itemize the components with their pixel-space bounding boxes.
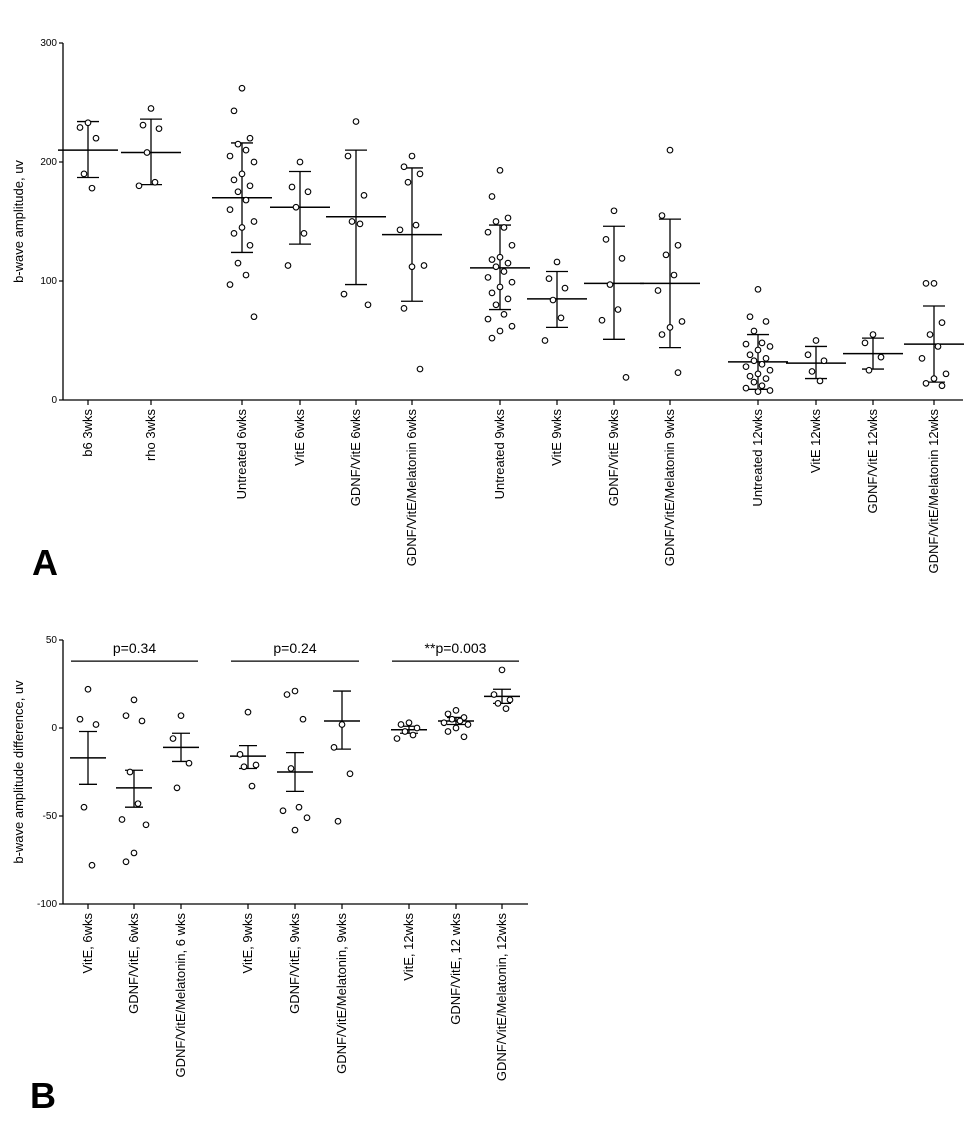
data-point [862, 340, 868, 346]
data-point [441, 720, 447, 726]
data-point [501, 312, 507, 318]
data-point [767, 344, 773, 350]
data-point [410, 732, 416, 738]
data-point [247, 183, 253, 189]
x-category-label: GDNF/VitE, 9wks [287, 913, 302, 1014]
data-point [135, 801, 141, 807]
data-point [251, 159, 257, 165]
data-point [398, 722, 404, 728]
data-point [237, 752, 243, 758]
data-point [251, 219, 257, 225]
data-point [763, 376, 769, 382]
y-tick-label: 300 [40, 38, 57, 49]
data-point [405, 179, 411, 185]
data-point [445, 729, 451, 735]
data-point [174, 785, 180, 791]
data-point [485, 275, 491, 281]
data-point [767, 367, 773, 373]
data-point [939, 320, 945, 326]
data-point [489, 290, 495, 296]
data-point [77, 716, 83, 722]
data-point [253, 762, 259, 768]
data-point [453, 725, 459, 731]
data-point [227, 153, 233, 159]
data-point [239, 171, 245, 177]
data-point [465, 722, 471, 728]
data-point [603, 237, 609, 243]
data-point [127, 769, 133, 775]
y-tick-label: 0 [51, 723, 57, 734]
data-point [499, 667, 505, 673]
data-point [304, 815, 310, 821]
data-point [152, 179, 158, 185]
data-point [493, 264, 499, 270]
data-point [509, 279, 515, 285]
data-point [81, 804, 87, 810]
y-axis-label: b-wave amplitude, uv [11, 160, 26, 283]
data-point [927, 332, 933, 338]
data-point [493, 219, 499, 225]
data-point [227, 207, 233, 213]
data-point [667, 147, 673, 153]
data-point [235, 260, 241, 266]
data-point [140, 122, 146, 128]
data-point [305, 189, 311, 195]
data-point [870, 332, 876, 338]
data-point [293, 204, 299, 210]
data-point [288, 766, 294, 772]
data-point [505, 215, 511, 221]
data-point [751, 328, 757, 334]
data-point [289, 184, 295, 190]
data-point [923, 281, 929, 287]
x-category-label: GDNF/VitE 12wks [865, 409, 880, 514]
data-point [251, 314, 257, 320]
data-point [607, 282, 613, 288]
x-category-label: GDNF/VitE/Melatonin 6wks [404, 409, 419, 567]
data-point [509, 323, 515, 329]
data-point [239, 225, 245, 231]
data-point [301, 231, 307, 237]
data-point [813, 338, 819, 344]
x-category-label: GDNF/VitE 6wks [348, 409, 363, 507]
data-point [659, 213, 665, 219]
data-point [245, 709, 251, 715]
data-point [365, 302, 371, 308]
y-tick-label: -50 [42, 811, 57, 822]
data-point [247, 243, 253, 249]
data-point [817, 378, 823, 384]
data-point [747, 373, 753, 379]
x-category-label: VitE 6wks [292, 409, 307, 466]
data-point [453, 708, 459, 714]
data-point [751, 379, 757, 385]
data-point [241, 764, 247, 770]
data-point [143, 822, 149, 828]
data-point [231, 231, 237, 237]
x-category-label: Untreated 9wks [492, 409, 507, 500]
data-point [509, 243, 515, 249]
data-point [943, 371, 949, 377]
data-point [675, 370, 681, 376]
data-point [743, 341, 749, 347]
data-point [280, 808, 286, 814]
data-point [931, 281, 937, 287]
data-point [284, 692, 290, 698]
data-point [679, 319, 685, 325]
x-category-label: GDNF/VitE/Melatonin, 12wks [494, 913, 509, 1082]
data-point [406, 720, 412, 726]
data-point [394, 736, 400, 742]
chart-b-plot [11, 635, 528, 1081]
x-category-label: VitE, 9wks [240, 913, 255, 974]
data-point [743, 385, 749, 391]
data-point [89, 862, 95, 868]
data-point [292, 688, 298, 694]
data-point [249, 783, 255, 789]
data-point [417, 366, 423, 372]
data-point [505, 296, 511, 302]
data-point [345, 153, 351, 159]
data-point [763, 319, 769, 325]
data-point [497, 284, 503, 290]
data-point [805, 352, 811, 358]
data-point [747, 352, 753, 358]
y-axis-label: b-wave amplitude difference, uv [11, 680, 26, 864]
data-point [655, 288, 661, 294]
data-point [821, 358, 827, 364]
data-point [619, 256, 625, 262]
data-point [562, 285, 568, 291]
data-point [227, 282, 233, 288]
data-point [759, 340, 765, 346]
x-category-label: VitE 12wks [808, 409, 823, 474]
data-point [485, 316, 491, 322]
data-point [397, 227, 403, 233]
data-point [402, 729, 408, 735]
y-tick-label: 200 [40, 157, 57, 168]
data-point [935, 344, 941, 350]
data-point [335, 818, 341, 824]
data-point [747, 314, 753, 320]
x-category-label: rho 3wks [143, 409, 158, 462]
data-point [297, 159, 303, 165]
data-point [667, 325, 673, 331]
data-point [131, 697, 137, 703]
data-point [349, 219, 355, 225]
data-point [331, 745, 337, 751]
x-category-label: GDNF/VitE/Melatonin, 6 wks [173, 913, 188, 1078]
data-point [763, 356, 769, 362]
p-value-label: p=0.34 [112, 640, 157, 657]
x-category-label: GDNF/VitE 9wks [606, 409, 621, 507]
data-point [119, 817, 125, 823]
data-point [353, 119, 359, 125]
data-point [542, 338, 548, 344]
x-category-label: VitE, 12wks [401, 913, 416, 981]
data-point [347, 771, 353, 777]
data-point [361, 193, 367, 199]
data-point [339, 722, 345, 728]
data-point [611, 208, 617, 214]
data-point [489, 257, 495, 263]
data-point [85, 120, 91, 126]
data-point [495, 701, 501, 707]
data-point [156, 126, 162, 132]
panel-label-a: A [32, 542, 58, 583]
y-tick-label: 0 [51, 395, 57, 406]
data-point [878, 354, 884, 360]
data-point [409, 153, 415, 159]
data-point [671, 272, 677, 278]
data-point [421, 263, 427, 269]
data-point [123, 859, 129, 865]
data-point [81, 171, 87, 177]
data-point [931, 376, 937, 382]
data-point [170, 736, 176, 742]
data-point [489, 194, 495, 200]
data-point [77, 125, 83, 131]
data-point [755, 347, 761, 353]
data-point [243, 272, 249, 278]
data-point [497, 254, 503, 260]
data-point [675, 243, 681, 249]
data-point [186, 760, 192, 766]
data-point [85, 686, 91, 692]
x-category-label: GDNF/VitE, 6wks [126, 913, 141, 1014]
data-point [599, 317, 605, 323]
data-point [300, 716, 306, 722]
data-point [243, 197, 249, 203]
p-value-label: **p=0.003 [424, 640, 487, 657]
data-point [457, 718, 463, 724]
chart-a-plot [11, 38, 964, 574]
data-point [550, 297, 556, 303]
data-point [449, 716, 455, 722]
data-point [413, 222, 419, 228]
data-point [503, 706, 509, 712]
data-point [497, 328, 503, 334]
data-point [558, 315, 564, 321]
y-tick-label: -100 [36, 899, 57, 910]
data-point [231, 177, 237, 183]
data-point [663, 252, 669, 258]
data-point [178, 713, 184, 719]
x-category-label: GDNF/VitE/Melatonin, 9wks [334, 913, 349, 1074]
data-point [923, 381, 929, 387]
x-category-label: GDNF/VitE/Melatonin 9wks [662, 409, 677, 567]
data-point [767, 388, 773, 394]
data-point [755, 389, 761, 395]
data-point [623, 375, 629, 381]
data-point [292, 827, 298, 833]
data-point [357, 221, 363, 227]
data-point [615, 307, 621, 313]
data-point [231, 108, 237, 114]
data-point [505, 260, 511, 266]
data-point [493, 302, 499, 308]
data-point [148, 106, 154, 112]
data-point [341, 291, 347, 297]
data-point [296, 804, 302, 810]
data-point [809, 369, 815, 375]
data-point [497, 168, 503, 174]
data-point [131, 850, 137, 856]
data-point [136, 183, 142, 189]
data-point [93, 135, 99, 141]
y-tick-label: 100 [40, 276, 57, 287]
data-point [285, 263, 291, 269]
data-point [491, 692, 497, 698]
x-category-label: GDNF/VitE/Melatonin 12wks [926, 409, 941, 574]
data-point [939, 383, 945, 389]
data-point [239, 85, 245, 91]
data-point [417, 171, 423, 177]
data-point [93, 722, 99, 728]
data-point [485, 229, 491, 235]
p-value-label: p=0.24 [273, 640, 317, 657]
data-point [89, 185, 95, 191]
data-point [247, 135, 253, 141]
x-category-label: VitE 9wks [549, 409, 564, 466]
data-point [235, 141, 241, 147]
data-point [235, 189, 241, 195]
data-point [243, 147, 249, 153]
data-point [755, 371, 761, 377]
data-point [759, 383, 765, 389]
data-point [144, 150, 150, 156]
data-point [409, 264, 415, 270]
x-category-label: Untreated 12wks [750, 409, 765, 507]
data-point [123, 713, 129, 719]
data-point [461, 734, 467, 740]
data-point [401, 306, 407, 312]
x-category-label: VitE, 6wks [80, 913, 95, 974]
data-point [759, 362, 765, 368]
data-point [743, 364, 749, 370]
data-point [507, 697, 513, 703]
data-point [546, 276, 552, 282]
data-point [866, 367, 872, 373]
x-category-label: Untreated 6wks [234, 409, 249, 500]
y-tick-label: 50 [45, 635, 57, 646]
data-point [489, 335, 495, 341]
data-point [139, 718, 145, 724]
data-point [414, 725, 420, 731]
panel-label-b: B [30, 1075, 56, 1116]
data-point [751, 358, 757, 364]
data-point [401, 164, 407, 170]
x-category-label: b6 3wks [80, 409, 95, 457]
data-point [919, 356, 925, 362]
data-point [501, 269, 507, 275]
data-point [755, 287, 761, 293]
x-category-label: GDNF/VitE, 12 wks [448, 913, 463, 1025]
data-point [445, 711, 451, 717]
data-point [554, 259, 560, 265]
data-point [659, 332, 665, 338]
data-point [501, 225, 507, 231]
